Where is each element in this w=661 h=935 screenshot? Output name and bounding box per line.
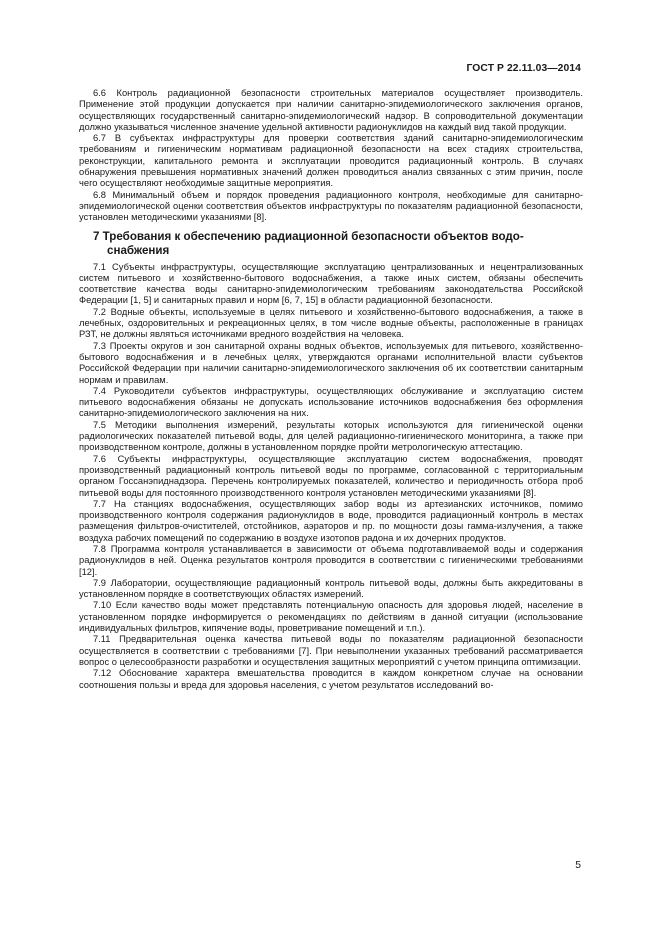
paragraph-7-9: 7.9 Лаборатории, осуществляющие радиационный контроль питьевой воды, должны быть аккредитованы в установленном порядке в соответствующих областях измерений. [79,577,583,600]
section-title-line-2: снабжения [107,243,170,257]
paragraph-7-12: 7.12 Обоснование характера вмешательства проводится в каждом конкретном случае на основании соотношения пользы и вреда для здоровья населения, с учетом результатов исследований во- [79,668,583,690]
paragraph-7-10: 7.10 Если качество воды может представлять потенциальную опасность для здоровья людей, население в установленном порядке информируется о рекомендациях по действиям в данной ситуации (использование индивидуальных фильтров, кипячение воды, проветривание помещений и т.п.). [79,600,583,634]
paragraph-7-6: 7.6 Субъекты инфраструктуры, осуществляющие эксплуатацию систем водоснабжения, проводят производственный радиационный контроль питьевой воды по программе, согласованной с территориальным органом Госсанэпиднадзора. Перечень контролируемых показателей, количество и периодичность отбора проб питьевой воды для постоянного производственного контроля установлен методическими указаниями [8]. [79,453,583,498]
paragraph-7-1: 7.1 Субъекты инфраструктуры, осуществляющие эксплуатацию централизованных и нецентрализованных систем питьевого и хозяйственно-бытового водоснабжения, а также иных систем, обязаны обеспечить соответствие качества воды санитарно-эпидемиологическим требованиям законодательства Российской Федерации [1, 5] и санитарных правил и норм [6, 7, 15] в области радиационной безопасности. [79,261,583,306]
paragraph-7-2: 7.2 Водные объекты, используемые в целях питьевого и хозяйственно-бытового водоснабжения, а также в лечебных, оздоровительных и рекреационных целях, в том числе водные объекты, расположенные в границах РЗТ, не должны являться источниками вредного воздействия на человека. [79,306,583,340]
paragraph-7-3: 7.3 Проекты округов и зон санитарной охраны водных объектов, используемых для питьевого, хозяйственно-бытового водоснабжения и в лечебных целях, утверждаются органами исполнительной власти субъектов Российской Федерации при наличии санитарно-эпидемиологического заключения об их соответствии санитарным нормам и правилам. [79,340,583,385]
paragraph-7-8: 7.8 Программа контроля устанавливается в зависимости от объема подготавливаемой воды и содержания радионуклидов в ней. Оценка результатов контроля проводится в соответствии с гигиеническими требованиями [12]. [79,543,583,577]
paragraph-6-7: 6.7 В субъектах инфраструктуры для проверки соответствия зданий санитарно-эпидемиологическим требованиям и гигиеническим нормативам радиационной безопасности на всех стадиях строительства, реконструкции, капитального ремонта и эксплуатации проводится радиационный контроль. В случаях обнаружения превышения нормативных значений должен проводиться анализ связанных с этим причин, после чего осуществляют необходимые защитные мероприятия. [79,133,583,189]
page-number: 5 [575,860,581,871]
paragraph-7-4: 7.4 Руководители субъектов инфраструктуры, осуществляющих обслуживание и эксплуатацию систем питьевого водоснабжения обязаны не допускать использование источников водоснабжения без оформления санитарно-эпидемиологического заключения на них. [79,385,583,419]
paragraph-6-6: 6.6 Контроль радиационной безопасности строительных материалов осуществляет производитель. Применение этой продукции допускается при наличии санитарно-эпидемиологического заключения органов, осуществляющих государственный санитарно-эпидемиологический надзор. В сопроводительной документации должно указываться численное значение удельной активности радионуклидов на каждый вид такой продукции. [79,88,583,132]
section-title-line-1: 7 Требования к обеспечению радиационной безопасности объектов водо- [93,229,524,243]
document-body [79,88,583,691]
section-7-title [79,230,583,258]
document-header: ГОСТ Р 22.11.03—2014 [466,63,581,74]
paragraph-7-5: 7.5 Методики выполнения измерений, результаты которых используются для гигиенической оценки радиологических показателей питьевой воды, для целей радиационно-гигиенического мониторинга, а также при производственном контроле, должны в установленном порядке пройти метрологическую аттестацию. [79,419,583,453]
paragraph-7-7: 7.7 На станциях водоснабжения, осуществляющих забор воды из артезианских источников, помимо производственного контроля содержания радионуклидов в воде, проводится радиационный контроль в местах размещения фильтров-очистителей, отстойников, аэраторов и пр. по мощности дозы гамма-излучения, а также воздуха рабочих помещений по содержанию в воздухе изотопов радона и их дочерних продуктов. [79,498,583,543]
paragraph-7-11: 7.11 Предварительная оценка качества питьевой воды по показателям радиационной безопасности осуществляется в соответствии с требованиями [7]. При невыполнении указанных требований рассматривается вопрос о целесообразности разработки и осуществления защитных мероприятий с учетом принципа оптимизации. [79,634,583,667]
paragraph-6-8: 6.8 Минимальный объем и порядок проведения радиационного контроля, необходимые для санитарно-эпидемиологической оценки соответствия объектов инфраструктуры по показателям радиационной безопасности, установлен методическими указаниями [8]. [79,189,583,223]
